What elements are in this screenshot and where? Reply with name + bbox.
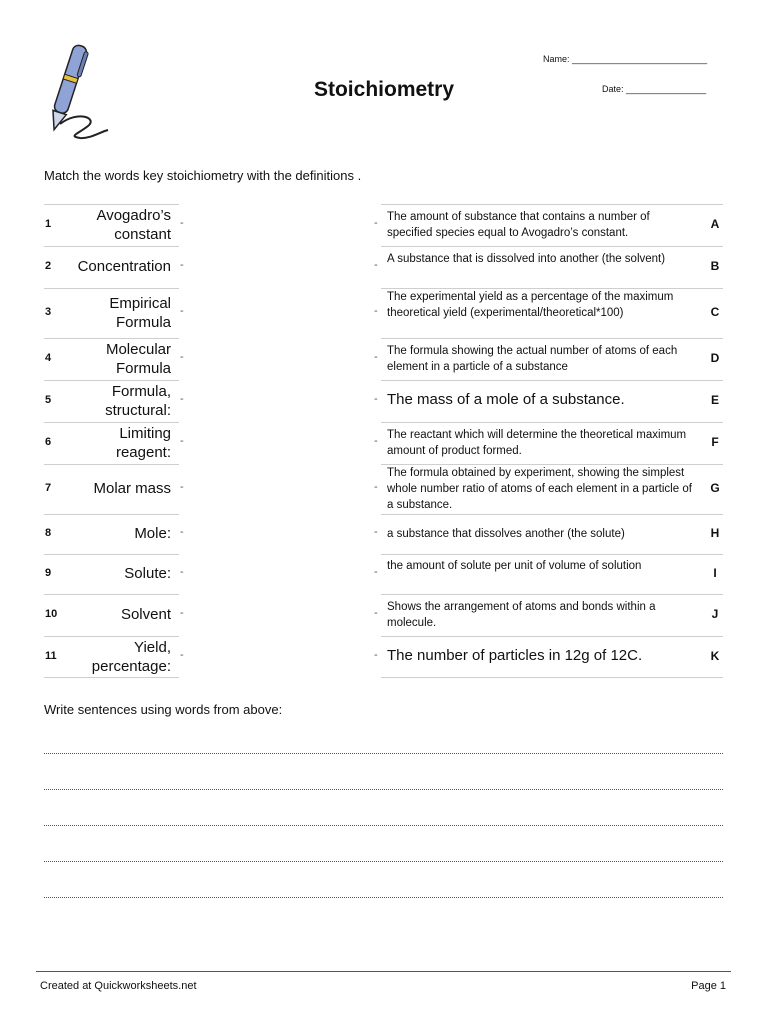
answer-dash: - — [374, 435, 378, 447]
answer-dash: - — [180, 648, 184, 661]
row-divider — [44, 594, 179, 595]
row-divider — [44, 288, 179, 289]
item-number: 4 — [45, 352, 52, 364]
item-number: 3 — [45, 306, 52, 318]
row-divider — [381, 246, 723, 247]
write-prompt: Write sentences using words from above: — [44, 702, 283, 717]
date-field[interactable]: Date: ________________ — [602, 84, 707, 94]
instructions: Match the words key stoichiometry with the definitions . — [44, 168, 362, 183]
term-label: Concentration — [77, 258, 171, 275]
row-divider — [44, 338, 179, 339]
answer-dash: - — [180, 435, 184, 447]
row-divider — [44, 554, 179, 555]
row-divider — [44, 677, 179, 678]
definition-letter: H — [710, 526, 720, 540]
answer-dash: - — [180, 351, 184, 363]
item-number: 7 — [45, 482, 52, 494]
answer-dash: - — [374, 566, 378, 578]
row-divider — [381, 380, 723, 381]
answer-dash: - — [374, 217, 378, 229]
answer-dash: - — [180, 607, 184, 619]
writing-line[interactable] — [44, 789, 723, 790]
writing-line[interactable] — [44, 825, 723, 826]
answer-dash: - — [374, 648, 378, 661]
answer-dash: - — [180, 217, 184, 229]
term-label: Solvent — [120, 606, 171, 623]
row-divider — [381, 422, 723, 423]
row-divider — [381, 594, 723, 595]
definition-text: A substance that is dissolved into another (the solvent) — [387, 253, 666, 265]
writing-line[interactable] — [44, 861, 723, 862]
definition-letter: C — [710, 305, 720, 319]
definition-text: The reactant which will determine the theoretical maximum amount of product formed. — [387, 429, 687, 457]
term-label: Solute: — [124, 565, 171, 582]
definition-letter: E — [710, 393, 719, 407]
term-label: Limiting reagent: — [115, 425, 171, 461]
row-divider — [44, 514, 179, 515]
definition-letter: D — [710, 351, 720, 365]
row-divider — [381, 514, 723, 515]
answer-dash: - — [374, 351, 378, 363]
answer-dash: - — [180, 305, 184, 317]
answer-dash: - — [180, 393, 184, 405]
definition-letter: A — [710, 217, 720, 231]
definition-text: The number of particles in 12g of 12C. — [387, 646, 643, 664]
item-number: 8 — [45, 527, 52, 539]
row-divider — [381, 554, 723, 555]
writing-line[interactable] — [44, 897, 723, 898]
definition-letter: I — [713, 566, 717, 580]
definition-letter: G — [710, 481, 720, 495]
answer-dash: - — [374, 393, 378, 405]
row-divider — [381, 338, 723, 339]
definition-letter: F — [711, 435, 719, 449]
definition-text: The amount of substance that contains a number of specified species equal to Avogadro’s constant. — [387, 211, 650, 239]
definition-text: The experimental yield as a percentage of the maximum theoretical yield (experimental/theoretical*100) — [387, 291, 674, 319]
definition-text: the amount of solute per unit of volume of solution — [387, 560, 642, 572]
definition-text: Shows the arrangement of atoms and bonds within a molecule. — [387, 601, 656, 629]
answer-dash: - — [180, 566, 184, 578]
row-divider — [44, 422, 179, 423]
row-divider — [44, 246, 179, 247]
row-divider — [381, 636, 723, 637]
definition-letter: J — [711, 607, 719, 621]
answer-dash: - — [180, 526, 184, 538]
writing-line[interactable] — [44, 753, 723, 754]
term-label: Avogadro’s constant — [96, 207, 171, 243]
item-number: 10 — [45, 608, 58, 620]
page-number: Page 1 — [691, 980, 726, 992]
term-label: Mole: — [134, 525, 171, 542]
answer-dash: - — [374, 259, 378, 271]
term-label: Molecular Formula — [105, 341, 171, 377]
definition-letter: K — [710, 648, 720, 663]
answer-dash: - — [374, 607, 378, 619]
term-label: Yield, percentage: — [91, 638, 171, 675]
page-title: Stoichiometry — [313, 78, 455, 101]
term-label: Formula, structural: — [105, 383, 171, 419]
row-divider — [44, 380, 179, 381]
item-number: 5 — [45, 394, 52, 406]
answer-dash: - — [374, 305, 378, 317]
definition-text: The mass of a mole of a substance. — [387, 391, 625, 408]
footer-divider — [36, 971, 731, 972]
footer-credit: Created at Quickworksheets.net — [40, 980, 197, 992]
term-label: Empirical Formula — [109, 295, 171, 331]
answer-dash: - — [180, 481, 184, 493]
answer-dash: - — [374, 481, 378, 493]
row-divider — [44, 464, 179, 465]
item-number: 2 — [45, 260, 52, 272]
term-label: Molar mass — [93, 480, 171, 497]
definition-text: a substance that dissolves another (the solute) — [387, 528, 625, 540]
definition-text: The formula obtained by experiment, showing the simplest whole number ratio of atoms of each element in a particle of a substance. — [387, 467, 692, 511]
answer-dash: - — [180, 259, 184, 271]
answer-dash: - — [374, 526, 378, 538]
item-number: 9 — [45, 567, 52, 579]
row-divider — [44, 204, 179, 205]
item-number: 6 — [45, 436, 52, 448]
definition-letter: B — [710, 259, 720, 273]
item-number: 11 — [45, 649, 57, 662]
item-number: 1 — [45, 218, 52, 230]
definition-text: The formula showing the actual number of atoms of each element in a particle of a substance — [387, 345, 678, 373]
row-divider — [381, 204, 723, 205]
row-divider — [381, 677, 723, 678]
name-field[interactable]: Name: ___________________________ — [543, 54, 708, 64]
